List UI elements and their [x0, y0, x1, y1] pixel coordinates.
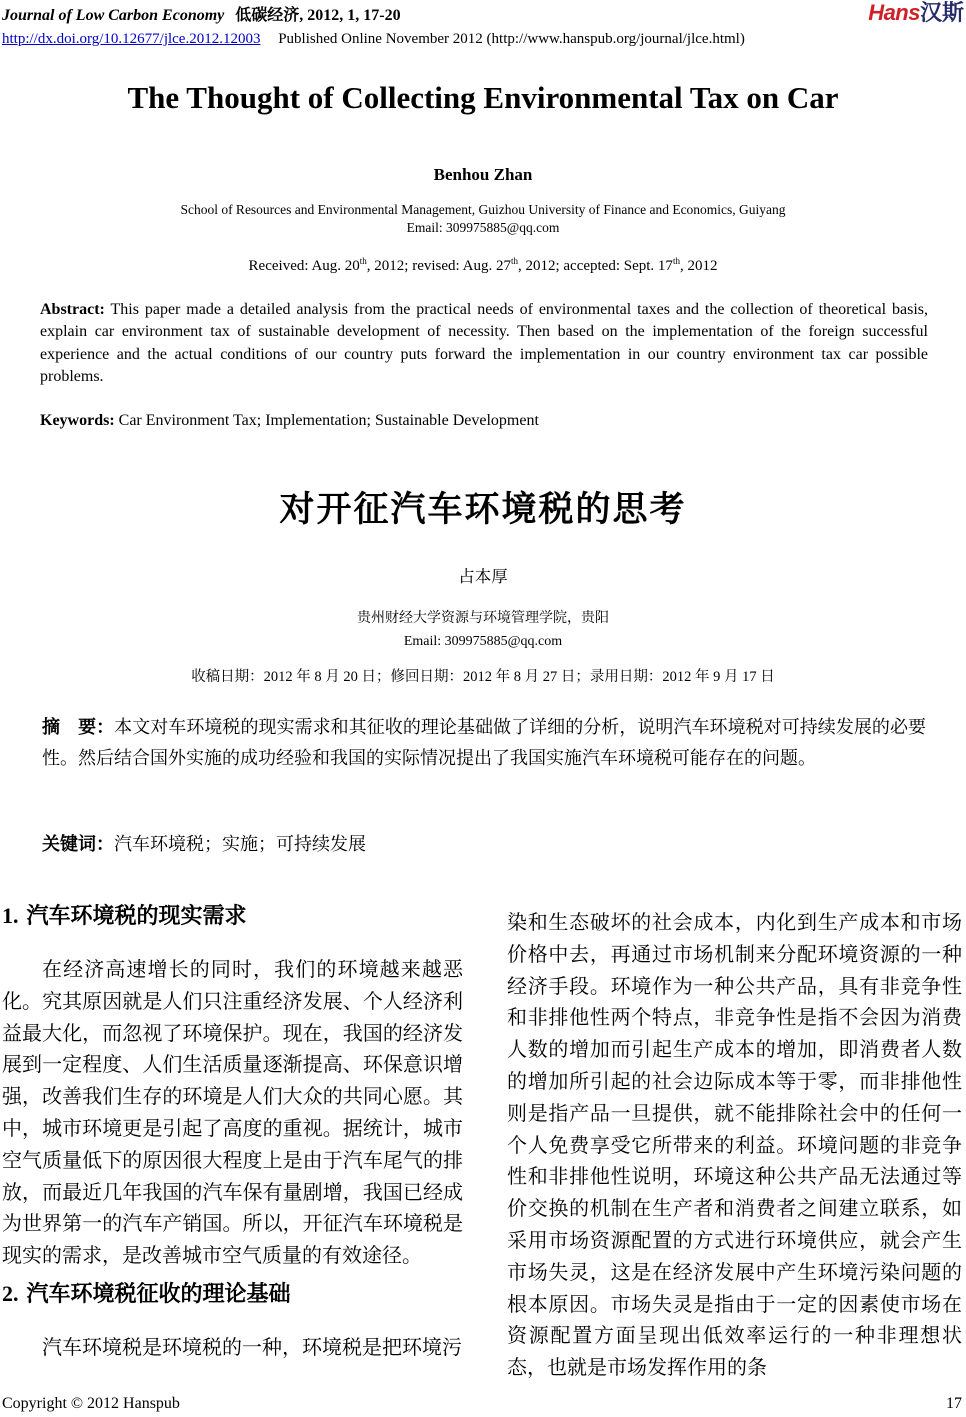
english-email: Email: 309975885@qq.com	[406, 219, 560, 235]
copyright-text: Copyright © 2012 Hanspub	[2, 1395, 180, 1412]
section-1-title: 汽车环境税的现实需求	[26, 903, 247, 928]
doi-link[interactable]: http://dx.doi.org/10.12677/jlce.2012.12003	[2, 31, 261, 47]
section-2-heading	[2, 1280, 463, 1308]
chinese-abstract-text: 本文对车环境税的现实需求和其征收的理论基础做了详细的分析，说明汽车环境税对可持续发展的必要性。然后结合国外实施的成功经验和我国的实际情况提出了我国实施汽车环境税可能存在的问题。	[42, 717, 927, 768]
chinese-abstract	[42, 712, 926, 774]
chinese-dates-line: 收稿日期：2012 年 8 月 20 日；修回日期：2012 年 8 月 27 日；录用日期：2012 年 9 月 17 日	[191, 669, 775, 685]
keywords-text: Car Environment Tax; Implementation; Sustainable Development	[118, 412, 539, 429]
chinese-author: 占本厚	[458, 567, 508, 586]
english-keywords	[40, 412, 928, 430]
chinese-keywords-label: 关键词：	[42, 834, 114, 854]
section-1-number: 1.	[2, 903, 19, 928]
received-sup2: th	[510, 256, 518, 266]
header-left	[2, 2, 745, 48]
chinese-abstract-label: 摘 要：	[42, 717, 115, 737]
logo-hans-text: Hans	[868, 0, 920, 25]
section-2-number: 2.	[2, 1280, 19, 1306]
english-title: The Thought of Collecting Environmental Tax on Car	[127, 80, 839, 115]
received-sup3: th	[672, 256, 680, 266]
english-abstract	[40, 299, 928, 389]
section-2-paragraph-right: 染和生态破坏的社会成本，内化到生产成本和市场价格中去，再通过市场机制来分配环境资源的一种经济手段。环境作为一种公共产品，具有非竞争性和非排他性两个特点，非竞争性是指不会因为消费人数的增加而引起生产成本的增加，即消费者人数的增加所引起的社会边际成本等于零，而非排他性则是指产品一旦提供，就不能排除社会中的任何一个人免费享受它所带来的利益。环境问题的非竞争性和非排他性说明，环境这种公共产品无法通过等价交换的机制在生产者和消费者之间建立联系，如采用市场资源配置的方式进行环境供应，就会产生市场失灵，这是在经济发展中产生环境污染问题的根本原因。市场失灵是指由于一定的因素使市场在资源配置方面呈现出低效率运行的一种非理想状态，也就是市场发挥作用的条	[507, 912, 962, 1380]
page-header	[2, 2, 964, 48]
section-2-paragraph-left: 汽车环境税是环境税的一种，环境税是把环境污	[42, 1336, 462, 1359]
received-sup1: th	[359, 256, 367, 266]
abstract-label: Abstract:	[40, 301, 105, 318]
chinese-affiliation: 贵州财经大学资源与环境管理学院，贵阳	[357, 611, 609, 626]
body-columns	[2, 902, 962, 1385]
page-number: 17	[946, 1395, 962, 1412]
logo-hanzi-text: 汉斯	[919, 0, 964, 25]
received-dates-line	[0, 256, 966, 275]
received-part2: , 2012; revised: Aug. 27	[366, 258, 511, 274]
section-1-heading	[2, 902, 463, 930]
chinese-keywords	[42, 830, 926, 856]
page-footer	[2, 1395, 962, 1413]
chinese-email: Email: 309975885@qq.com	[403, 634, 563, 649]
section-1-paragraph: 在经济高速增长的同时，我们的环境越来越恶化。究其原因就是人们只注重经济发展、个人经济利益最大化，而忽视了环境保护。现在，我国的经济发展到一定程度、人们生活质量逐渐提高、环保意识增强，改善我们生存的环境是人们大众的共同心愿。其中，城市环境更是引起了高度的重视。据统计，城市空气质量低下的原因很大程度上是由于汽车尾气的排放，而最近几年我国的汽车保有量剧增，我国已经成为世界第一的汽车产销国。所以，开征汽车环境税是现实的需求，是改善城市空气质量的有效途径。	[2, 959, 463, 1268]
doi-line	[2, 31, 745, 48]
journal-title-line	[2, 2, 745, 25]
abstract-text: This paper made a detailed analysis from the practical needs of environmental taxes and the collection of theoretical basis, explain car environment tax of sustainable development of necessity. Then based on the implementation of the foreign successful experience and the actual conditions of our country puts forward the implementation in our country environment tax car possible problems.	[40, 301, 928, 386]
english-author: Benhou Zhan	[433, 165, 533, 184]
published-info: Published Online November 2012 (http://www.hanspub.org/journal/jlce.html)	[278, 31, 745, 47]
column-gutter	[463, 902, 507, 1385]
chinese-affiliation-block	[0, 607, 966, 653]
section-2-title: 汽车环境税征收的理论基础	[26, 1280, 291, 1306]
received-part3: , 2012; accepted: Sept. 17	[517, 258, 673, 274]
received-part1: Received: Aug. 20	[248, 258, 360, 274]
hans-publisher-logo	[868, 2, 964, 24]
keywords-label: Keywords:	[40, 412, 115, 429]
english-affiliation: School of Resources and Environmental Management, Guizhou University of Finance and Economics, Guiyang	[180, 202, 786, 217]
chinese-title: 对开征汽车环境税的思考	[279, 490, 687, 529]
journal-title-chinese: 低碳经济, 2012, 1, 17-20	[235, 7, 401, 24]
left-column	[2, 902, 463, 1385]
english-affiliation-block	[0, 201, 966, 236]
received-part4: , 2012	[679, 258, 718, 274]
chinese-keywords-text: 汽车环境税；实施；可持续发展	[114, 834, 366, 854]
right-column	[507, 902, 962, 1385]
journal-title-english: Journal of Low Carbon Economy	[2, 7, 225, 24]
